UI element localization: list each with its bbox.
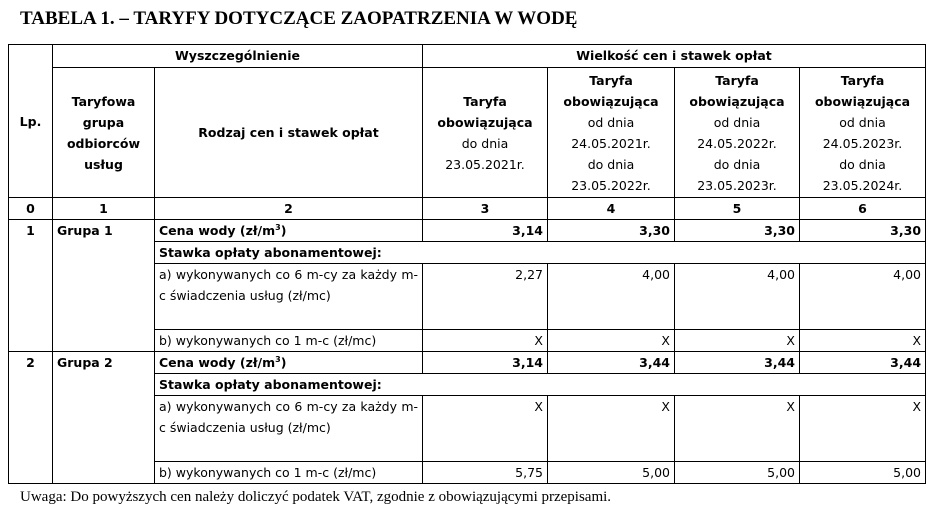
tariff-3-l3: do dnia: [461, 135, 509, 151]
group-1-stawka-label: Stawka opłaty abonamentowej:: [155, 242, 926, 264]
colnum-2: 2: [155, 198, 423, 220]
group-1-cena-4: 3,30: [548, 220, 675, 242]
group-2-lp: 2: [9, 352, 53, 484]
tariff-4-l3: od dnia: [587, 114, 635, 130]
group-2-b-3: 5,75: [423, 462, 548, 484]
group-1-a-6: 4,00: [800, 264, 926, 330]
group-1-a-3: 2,27: [423, 264, 548, 330]
group-2-b-6: 5,00: [800, 462, 926, 484]
header-row-1: [9, 45, 926, 68]
group-1-cena-label: Cena wody $(zł/m^3)$: [155, 220, 423, 242]
colnum-1: 1: [53, 198, 155, 220]
tariff-5-l2: obowiązująca: [689, 93, 785, 109]
tariff-col-header-5: [675, 68, 800, 198]
tariff-4-l2: obowiązująca: [563, 93, 659, 109]
group-2-cena-4: 3,44: [548, 352, 675, 374]
lp-header: Lp.: [9, 45, 53, 198]
group-1-cena-3: 3,14: [423, 220, 548, 242]
group-1-b-5: X: [675, 330, 800, 352]
table-title: TABELA 1. – TARYFY DOTYCZĄCE ZAOPATRZENIA W WODĘ: [20, 8, 578, 29]
tariff-6-l3: od dnia: [839, 114, 886, 130]
tariff-6-l1: Taryfa: [840, 72, 885, 88]
tariff-6-l6: 23.05.2024r.: [822, 177, 903, 193]
group-2-a-label: a) wykonywanych co 6 m-cy za każdy m-c świadczenia usług (zł/mc): [155, 396, 423, 462]
colnum-6: 6: [800, 198, 926, 220]
tariff-6-l5: do dnia: [839, 156, 886, 172]
tariff-col-header-6: [800, 68, 926, 198]
group-2-name: Grupa 2: [53, 352, 155, 484]
group-1-a-5: 4,00: [675, 264, 800, 330]
tariff-3-l4: 23.05.2021r.: [445, 156, 525, 172]
group-1-cena-6: 3,30: [800, 220, 926, 242]
vat-note: Uwaga: Do powyższych cen należy doliczyć podatek VAT, zgodnie z obowiązującymi przepisami.: [20, 489, 612, 505]
group-1-a-4: 4,00: [548, 264, 675, 330]
colnum-4: 4: [548, 198, 675, 220]
taryfowa-line-1: Taryfowa: [71, 93, 136, 109]
group-2-b-label: b) wykonywanych co 1 m-c (zł/mc): [155, 462, 423, 484]
group-2-b-5: 5,00: [675, 462, 800, 484]
group-1-name: Grupa 1: [53, 220, 155, 352]
group-2-cena-3: 3,14: [423, 352, 548, 374]
group-2-cena-row: [9, 352, 926, 374]
tariff-5-l1: Taryfa: [715, 72, 759, 88]
tariff-3-l2: obowiązująca: [437, 114, 533, 130]
column-numbers-row: [9, 198, 926, 220]
group-2-stawka-label: Stawka opłaty abonamentowej:: [155, 374, 926, 396]
colnum-5: 5: [675, 198, 800, 220]
header-row-2: [9, 68, 926, 198]
tariff-4-l1: Taryfa: [589, 72, 633, 88]
tariff-5-l5: do dnia: [713, 156, 761, 172]
tariff-5-l3: od dnia: [713, 114, 761, 130]
colnum-3: 3: [423, 198, 548, 220]
taryfowa-line-3: odbiorców: [66, 135, 141, 151]
group-2-a-3: X: [423, 396, 548, 462]
tariff-5-l4: 24.05.2022r.: [697, 135, 777, 151]
tariff-5-l6: 23.05.2023r.: [697, 177, 777, 193]
taryfowa-grupa-header: [53, 68, 155, 198]
taryfowa-line-4: usług: [84, 156, 123, 172]
colnum-0: 0: [9, 198, 53, 220]
tariff-4-l4: 24.05.2021r.: [571, 135, 651, 151]
group-1-b-4: X: [548, 330, 675, 352]
tariff-table: [8, 44, 926, 484]
group-1-b-3: X: [423, 330, 548, 352]
group-2-cena-6: 3,44: [800, 352, 926, 374]
group-1-lp: 1: [9, 220, 53, 352]
group-2-a-6: X: [800, 396, 926, 462]
wyszczegolnienie-header: Wyszczególnienie: [53, 45, 423, 68]
group-1-cena-5: 3,30: [675, 220, 800, 242]
wielkosc-header: Wielkość cen i stawek opłat: [423, 45, 926, 68]
rodzaj-header: Rodzaj cen i stawek opłat: [155, 68, 423, 198]
tariff-3-l1: Taryfa: [463, 93, 507, 109]
group-2-cena-label: Cena wody $(zł/m^3)$: [155, 352, 423, 374]
taryfowa-line-2: grupa: [82, 114, 125, 130]
group-2-b-4: 5,00: [548, 462, 675, 484]
tariff-6-l2: obowiązująca: [814, 93, 911, 109]
tariff-6-l4: 24.05.2023r.: [822, 135, 903, 151]
tariff-4-l5: do dnia: [587, 156, 635, 172]
tariff-4-l6: 23.05.2022r.: [571, 177, 651, 193]
group-2-a-5: X: [675, 396, 800, 462]
group-2-cena-5: 3,44: [675, 352, 800, 374]
tariff-col-header-4: [548, 68, 675, 198]
group-1-cena-row: [9, 220, 926, 242]
group-1-b-label: b) wykonywanych co 1 m-c (zł/mc): [155, 330, 423, 352]
group-1-b-6: X: [800, 330, 926, 352]
group-1-a-label: a) wykonywanych co 6 m-cy za każdy m-c świadczenia usług (zł/mc): [155, 264, 423, 330]
group-2-a-4: X: [548, 396, 675, 462]
tariff-col-header-3: [423, 68, 548, 198]
